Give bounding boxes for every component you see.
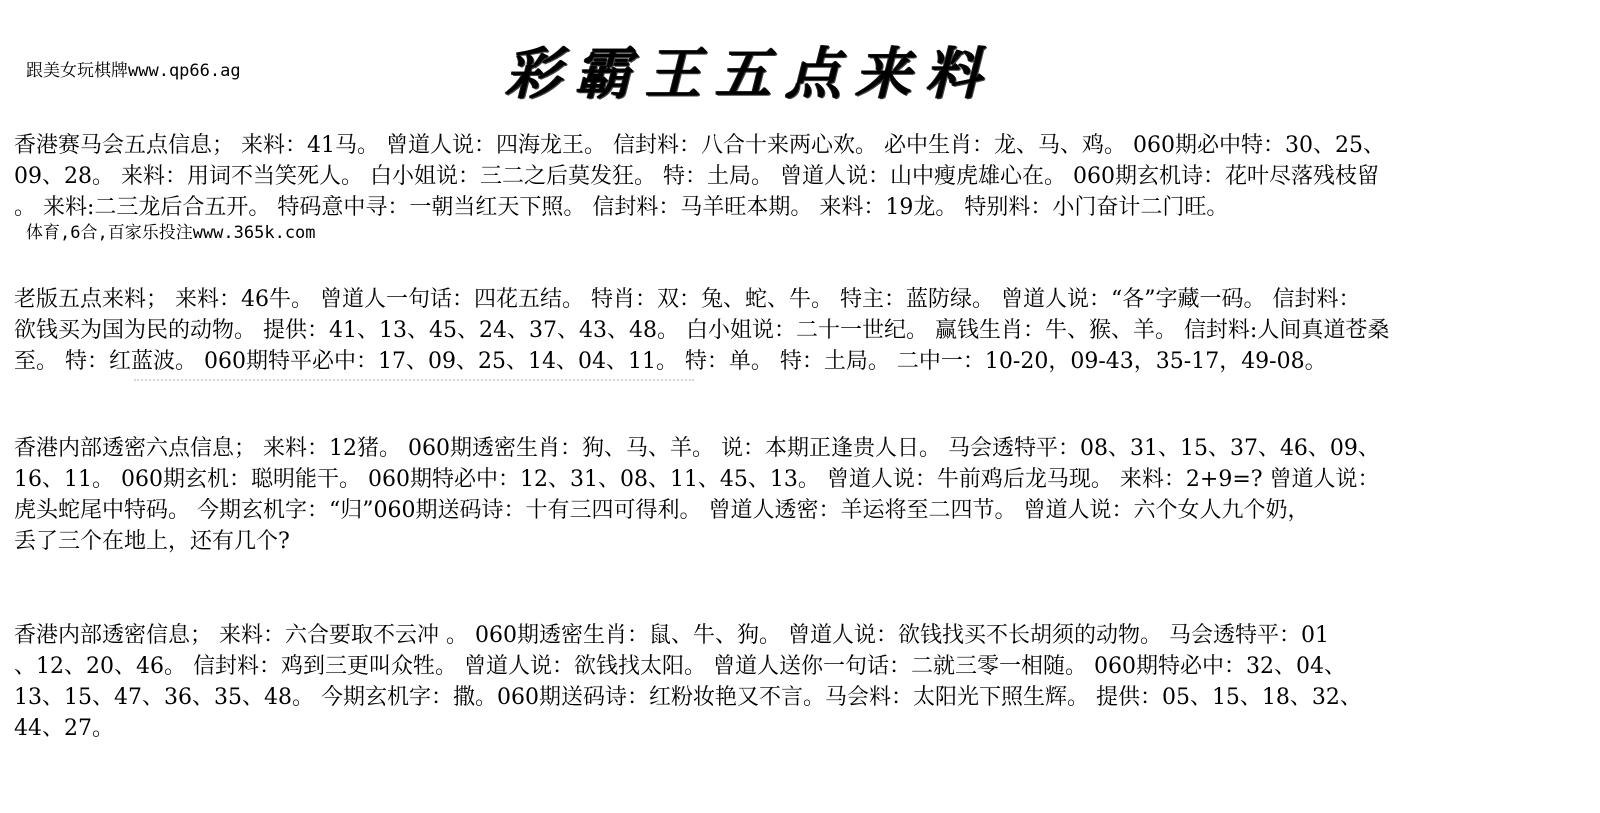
text-line: 16、11。 060期玄机：聪明能干。 060期特必中：12、31、08、11、45、13。 曾道人说：牛前鸡后龙马现。 来料：2+9=? 曾道人说：	[14, 467, 1380, 492]
faint-divider	[134, 379, 694, 391]
text-line: 、12、20、46。 信封料：鸡到三更叫众牲。 曾道人说：欲钱找太阳。 曾道人送你一句话：二就三零一相随。 060期特必中：32、04、	[14, 654, 1346, 679]
text-line: 香港内部透密六点信息； 来料：12猪。 060期透密生肖：狗、马、羊。 说：本期正逢贵人日。 马会透特平：08、31、15、37、46、09、	[14, 436, 1380, 461]
section-insider	[14, 620, 1594, 744]
text-line: 44、27。	[14, 716, 114, 741]
text-line: 13、15、47、36、35、48。 今期玄机字：撒。060期送码诗：红粉妆艳又不言。马会料：太阳光下照生辉。 提供：05、15、18、32、	[14, 685, 1362, 710]
text-line: 香港赛马会五点信息； 来料：41马。 曾道人说：四海龙王。 信封料：八合十来两心欢。 必中生肖：龙、马、鸡。 060期必中特：30、25、	[14, 133, 1385, 158]
text-line: 丢了三个在地上，还有几个?	[14, 529, 290, 554]
text-line: 至。 特：红蓝波。 060期特平必中：17、09、25、14、04、11。 特：单。 特：土局。 二中一：10-20，09-43，35-17，49-08。	[14, 349, 1327, 374]
text-line: 欲钱买为国为民的动物。 提供：41、13、45、24、37、43、48。 白小姐说：二十一世纪。 赢钱生肖：牛、猴、羊。 信封料:人间真道苍桑	[14, 318, 1390, 343]
header-ad-link[interactable]: 跟美女玩棋牌www.qp66.ag	[26, 61, 241, 81]
page-title: 彩霸王五点来料	[505, 41, 995, 107]
text-line: 香港内部透密信息； 来料：六合要取不云冲 。 060期透密生肖：鼠、牛、狗。 曾道人说：欲钱找买不长胡须的动物。 马会透特平：01	[14, 623, 1329, 648]
inline-ad-link[interactable]: 体育,6合,百家乐投注www.365k.com	[26, 223, 316, 243]
section-hk-jockey-club	[14, 130, 1594, 243]
section-old-version	[14, 284, 1594, 391]
text-line: 老版五点来料； 来料：46牛。 曾道人一句话：四花五结。 特肖：双：兔、蛇、牛。 特主：蓝防绿。 曾道人说：“各”字藏一码。 信封料：	[14, 287, 1361, 312]
text-line: 09、28。 来料：用词不当笑死人。 白小姐说：三二之后莫发狂。 特：土局。 曾道人说：山中瘦虎雄心在。 060期玄机诗：花叶尽落残枝留	[14, 164, 1379, 189]
section-insider-six	[14, 433, 1594, 557]
text-line: 。 来料:二三龙后合五开。 特码意中寻：一朝当红天下照。 信封料：马羊旺本期。 来料：19龙。 特别料：小门奋计二门旺。	[14, 195, 1229, 220]
text-line: 虎头蛇尾中特码。 今期玄机字：“归”060期送码诗：十有三四可得利。 曾道人透密：羊运将至二四节。 曾道人说：六个女人九个奶，	[14, 498, 1310, 523]
